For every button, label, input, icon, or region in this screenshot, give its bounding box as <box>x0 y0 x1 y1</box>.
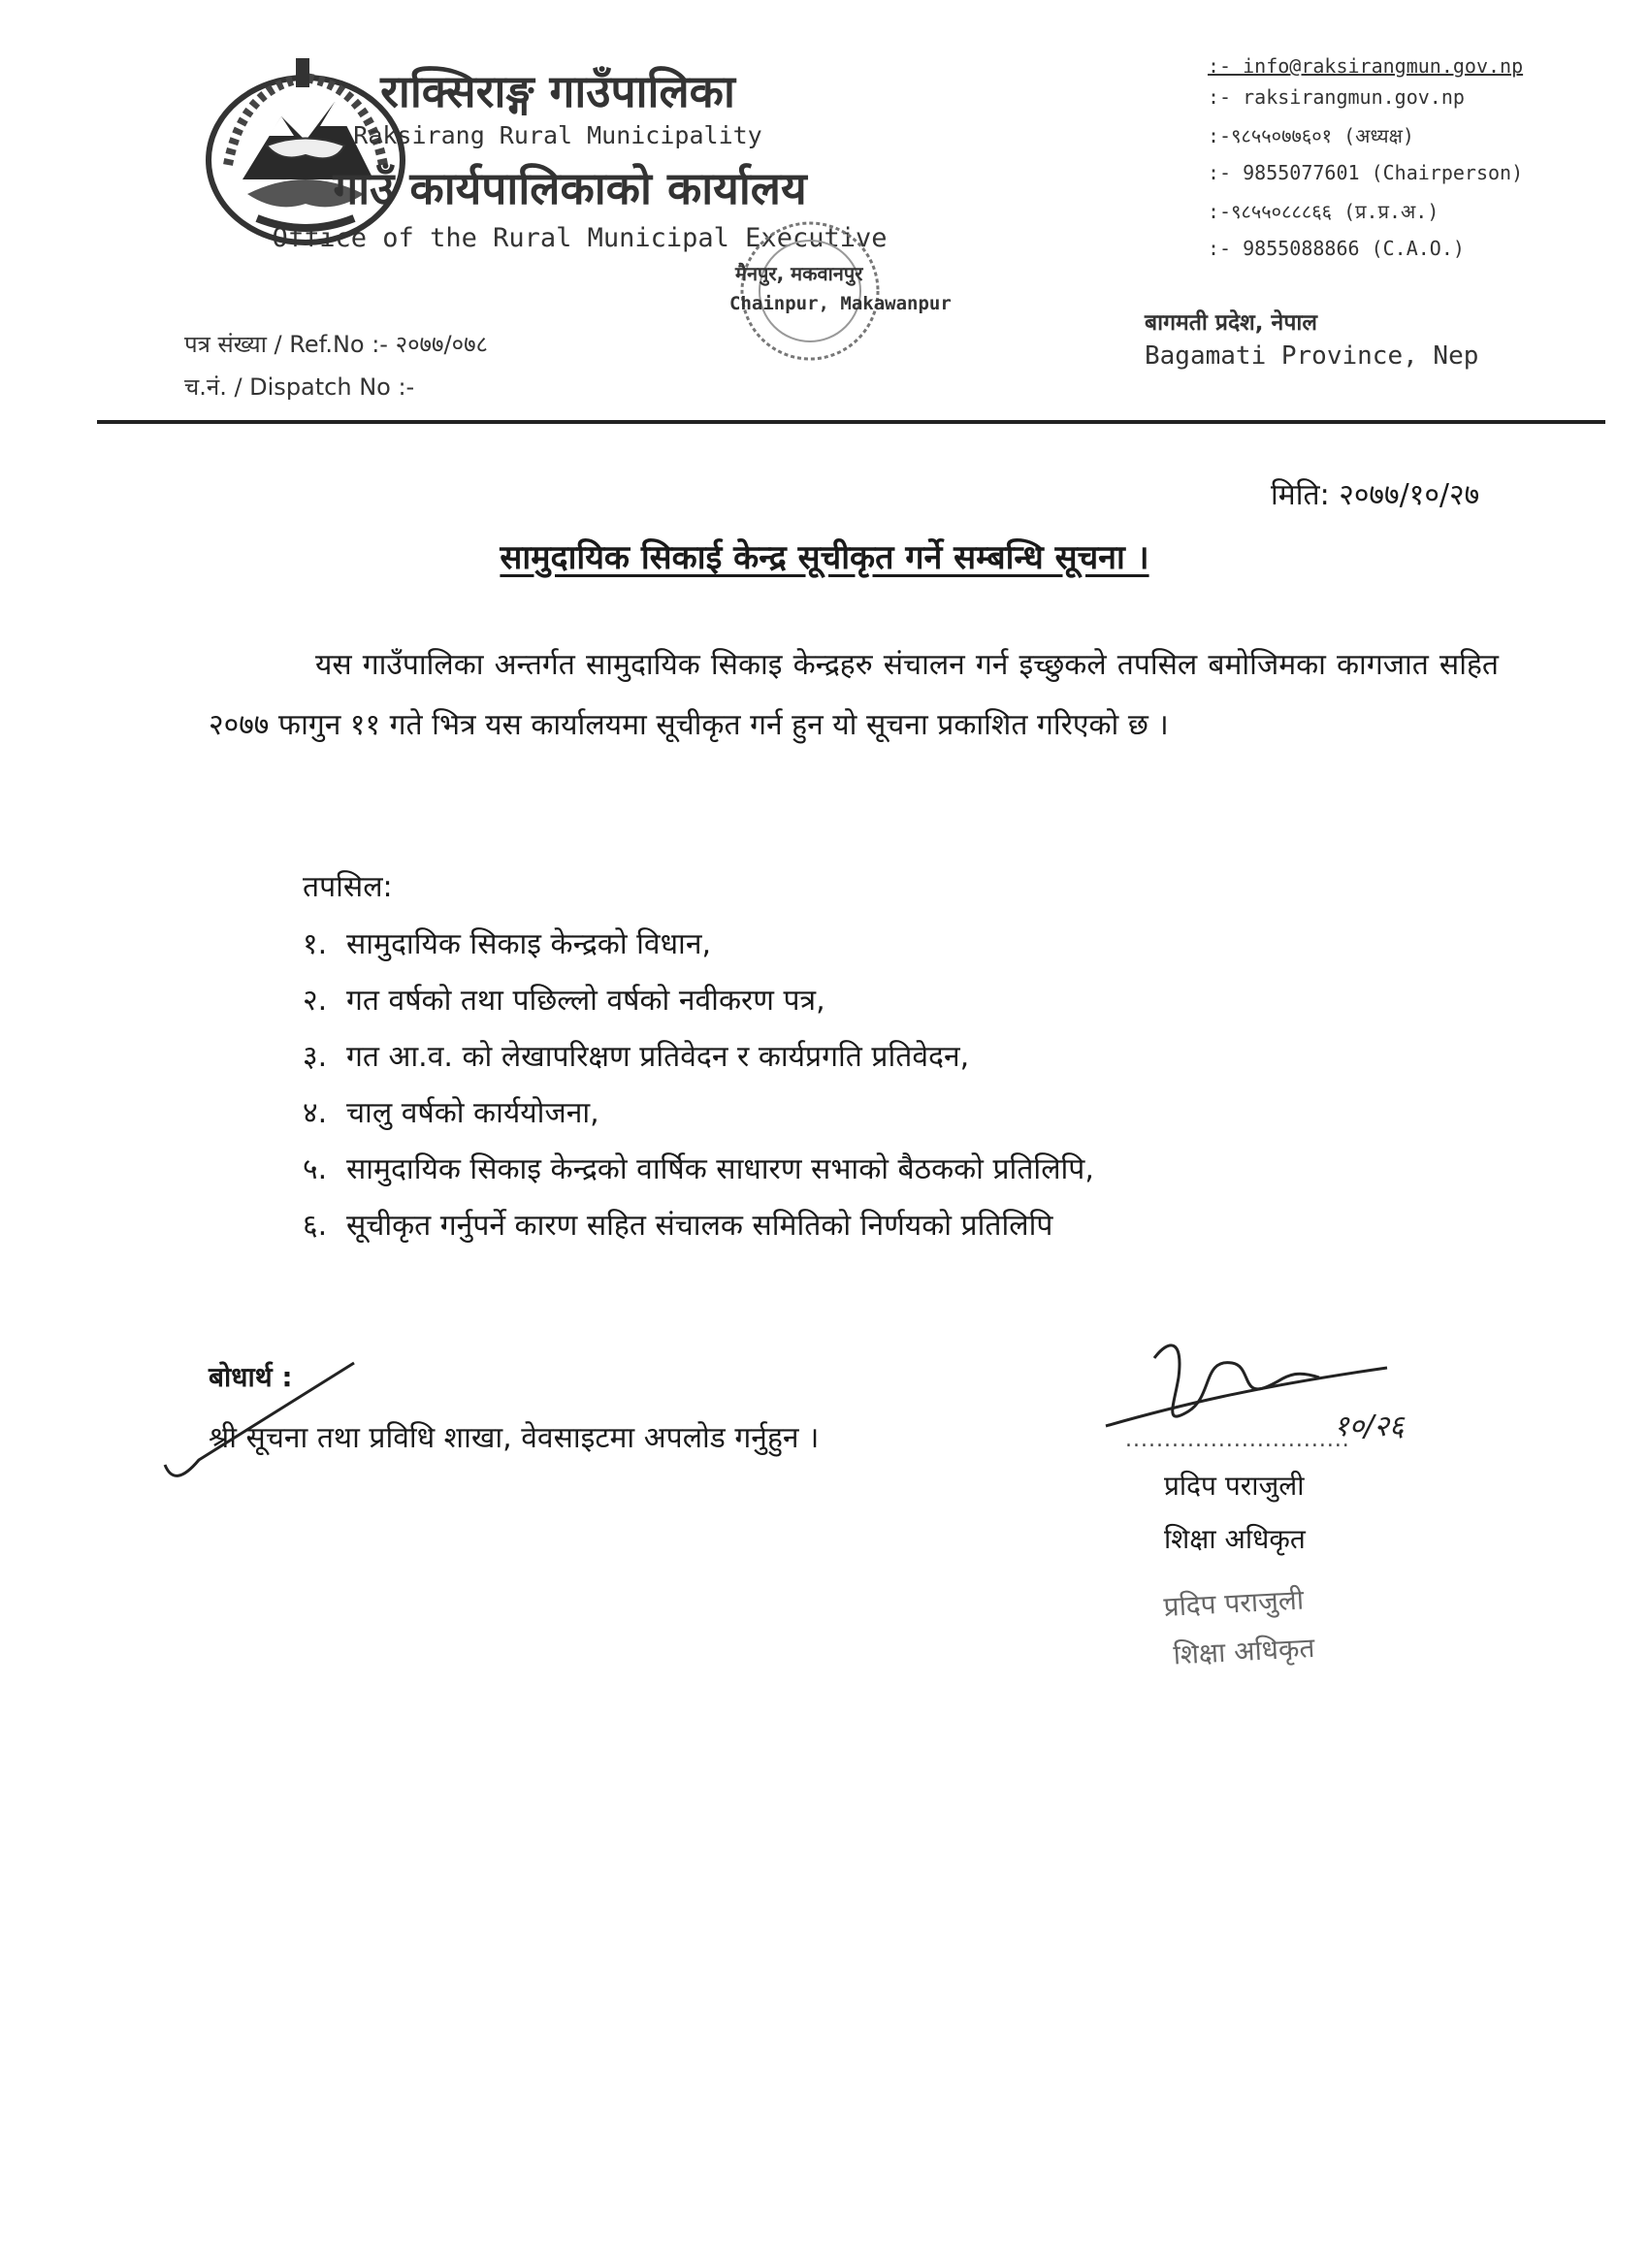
signature-line: ............................. <box>1125 1428 1350 1452</box>
address-en: Chainpur, Makawanpur <box>729 293 952 314</box>
name-stamp-icon <box>1159 1567 1392 1673</box>
contact-chairperson-en: :- 9855077601 (Chairperson) <box>1208 161 1524 184</box>
requirements-list <box>303 917 1094 1254</box>
province-en: Bagamati Province, Nep <box>1145 341 1479 371</box>
list-item-text: सूचीकृत गर्नुपर्ने कारण सहित संचालक समितिको निर्णयको प्रतिलिपि <box>346 1209 1053 1243</box>
office-stamp-icon <box>718 213 902 369</box>
list-item <box>303 973 1094 1029</box>
contact-cao-np: :-९८५५०८८८६६ (प्र.प्र.अ.) <box>1208 200 1439 223</box>
tick-mark-icon <box>160 1353 364 1484</box>
cc-label: बोधार्थ : <box>209 1361 293 1393</box>
municipality-name-en: Raksirang Rural Municipality <box>353 121 762 149</box>
list-item-number: २. <box>303 984 328 1018</box>
list-item-text: चालु वर्षको कार्ययोजना, <box>346 1096 599 1130</box>
stamp-title: शिक्षा अधिकृत <box>1172 1631 1316 1671</box>
list-item-number: ६. <box>303 1209 328 1243</box>
list-item <box>303 1085 1094 1142</box>
dispatch-number: च.नं. / Dispatch No :- <box>184 373 415 401</box>
letter-subject <box>0 534 1649 578</box>
list-item <box>303 917 1094 973</box>
contact-website[interactable]: :- raksirangmun.gov.np <box>1208 85 1465 109</box>
stamp-name: प्रदिप पराजुली <box>1162 1583 1305 1624</box>
office-name-np: गाउँ कार्यपालिकाको कार्यालय <box>333 162 807 214</box>
contact-email[interactable]: :- info@raksirangmun.gov.np <box>1208 54 1524 78</box>
list-item <box>303 1198 1094 1254</box>
office-name-en: Office of the Rural Municipal Executive <box>272 223 888 253</box>
contact-chairperson-np: :-९८५५०७७६०१ (अध्यक्ष) <box>1208 124 1414 147</box>
cc-text: श्री सूचना तथा प्रविधि शाखा, वेवसाइटमा अपलोड गर्नुहुन । <box>209 1421 820 1455</box>
list-item-text: गत वर्षको तथा पछिल्लो वर्षको नवीकरण पत्र, <box>346 984 825 1018</box>
list-item <box>303 1029 1094 1085</box>
letter-date: मिति: २०७७/१०/२७ <box>1271 478 1480 512</box>
list-item-number: ४. <box>303 1096 328 1130</box>
signer-name: प्रदिप पराजुली <box>1164 1470 1305 1502</box>
municipality-name-np: राक्सिराङ्ग गाउँपालिका <box>380 65 735 117</box>
header-divider <box>97 420 1605 424</box>
list-title: तपसिल: <box>303 870 393 904</box>
list-item-number: १. <box>303 927 328 961</box>
list-item <box>303 1142 1094 1198</box>
signature-date: १०/२६ <box>1334 1409 1405 1443</box>
list-item-text: सामुदायिक सिकाइ केन्द्रको विधान, <box>346 927 712 961</box>
province-np: बागमती प्रदेश, नेपाल <box>1145 310 1317 336</box>
list-item-number: ५. <box>303 1152 328 1186</box>
list-item-text: गत आ.व. को लेखापरिक्षण प्रतिवेदन र कार्यप्रगति प्रतिवेदन, <box>346 1040 970 1074</box>
contact-cao-en: :- 9855088866 (C.A.O.) <box>1208 237 1465 260</box>
letter-subject-text: सामुदायिक सिकाई केन्द्र सूचीकृत गर्ने सम्बन्धि सूचना । <box>500 538 1149 577</box>
address-np: मैनपुर, मकवानपुर <box>735 262 863 285</box>
letter-body: यस गाउँपालिका अन्तर्गत सामुदायिक सिकाइ केन्द्रहरु संचालन गर्न इच्छुकले तपसिल बमोजिमका कागजात सहित २०७७ फागुन ११ गते भित्र यस कार्यालयमा सूचीकृत गर्न हुन यो सूचना प्रकाशित गरिएको छ । <box>209 648 1499 742</box>
list-item-number: ३. <box>303 1040 328 1074</box>
ref-number: पत्र संख्या / Ref.No :- २०७७/०७८ <box>184 331 489 358</box>
list-item-text: सामुदायिक सिकाइ केन्द्रको वार्षिक साधारण सभाको बैठकको प्रतिलिपि, <box>346 1152 1094 1186</box>
signer-title: शिक्षा अधिकृत <box>1164 1523 1306 1555</box>
